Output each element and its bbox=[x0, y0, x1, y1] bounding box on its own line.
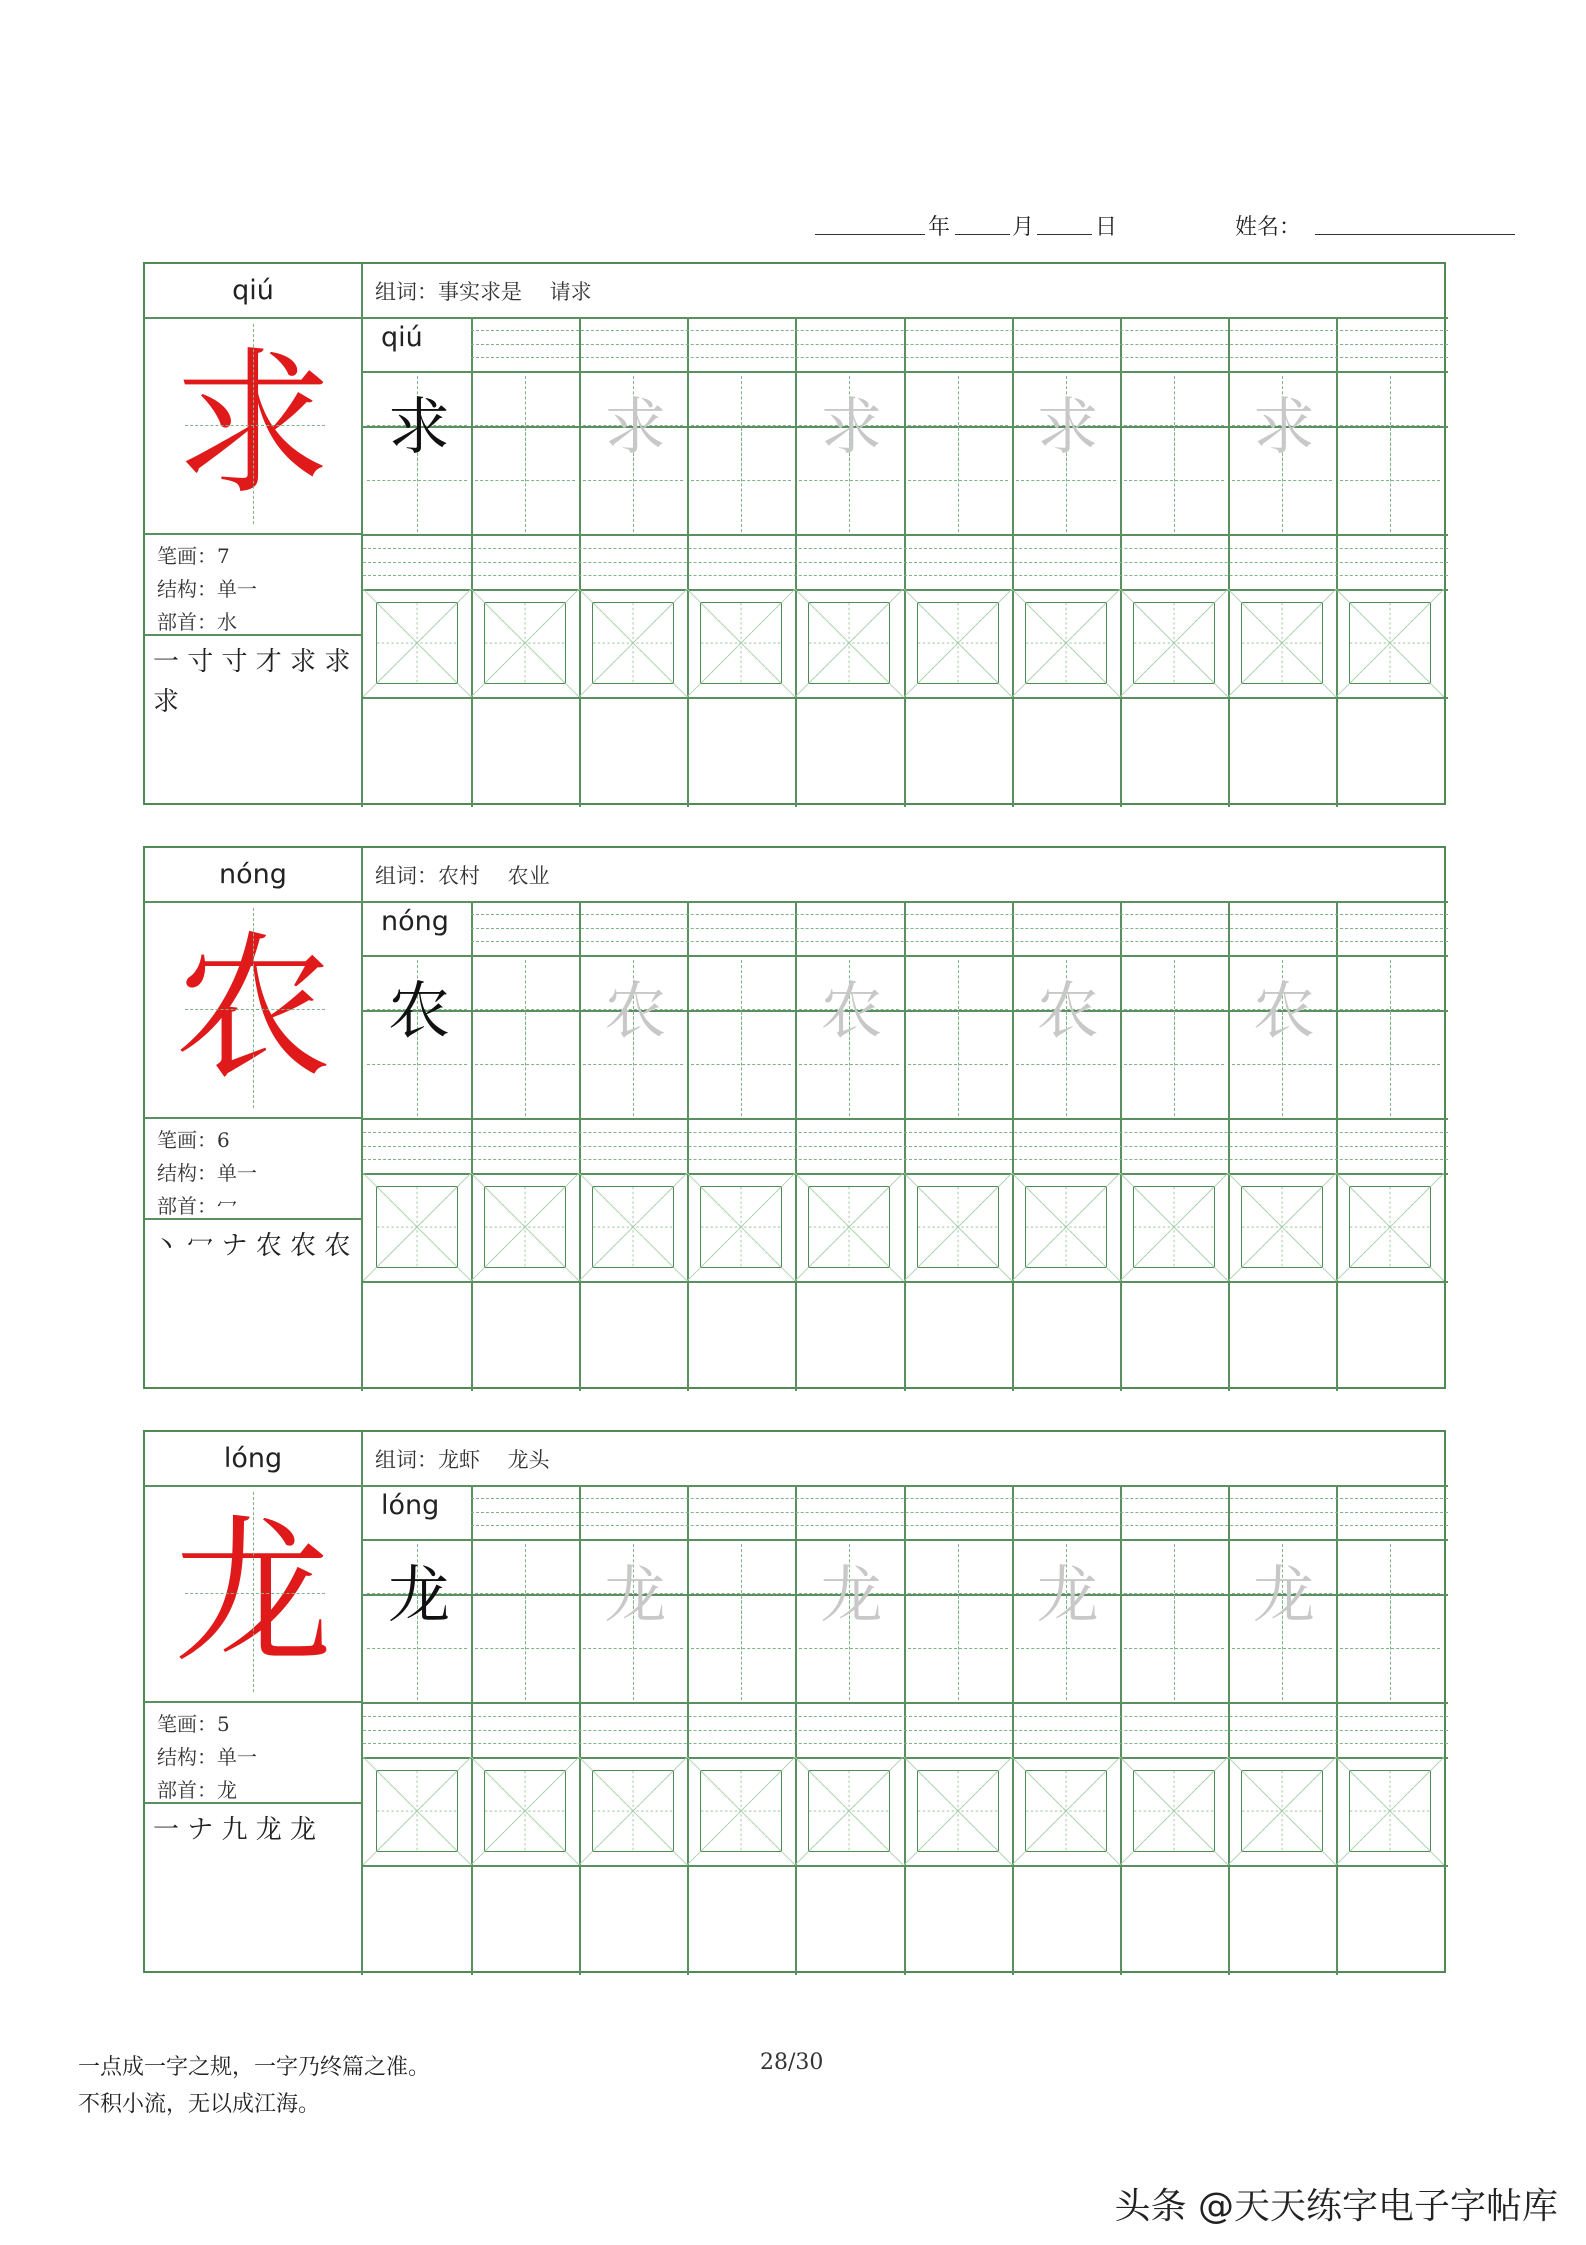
words-value: 农村 农业 bbox=[438, 863, 550, 888]
big-character: 农 bbox=[174, 917, 332, 1101]
pinyin-guide-line bbox=[363, 562, 1448, 563]
trace-character: 龙 bbox=[1036, 1558, 1099, 1631]
watermark: 头条 @天天练字电子字帖库 bbox=[1114, 2186, 1558, 2227]
pinyin-guide-line bbox=[363, 575, 1448, 576]
guide-line bbox=[185, 425, 325, 426]
pinyin-guide-line bbox=[471, 928, 1448, 929]
pinyin-guide-line bbox=[363, 1716, 1448, 1717]
pinyin-guide-line bbox=[471, 357, 1448, 358]
mi-grid-outer bbox=[1012, 1757, 1120, 1865]
pinyin-guide-line bbox=[471, 1525, 1448, 1526]
bigchar-divider bbox=[145, 533, 361, 535]
mi-grid-outer bbox=[579, 1173, 687, 1281]
stroke-count: 笔画：7 bbox=[157, 544, 230, 568]
trace-character: 农 bbox=[604, 974, 667, 1047]
pinyin-cell: lóng bbox=[381, 1490, 440, 1521]
grid-row-line bbox=[363, 1118, 1448, 1120]
grid-row-line bbox=[363, 1865, 1448, 1867]
grid-row-line bbox=[363, 697, 1448, 699]
guide-line bbox=[1174, 428, 1175, 532]
month-label: 月 bbox=[1012, 215, 1035, 240]
guide-line bbox=[185, 1593, 325, 1594]
guide-line bbox=[1390, 1596, 1391, 1700]
pinyin-label: lóng bbox=[223, 1443, 283, 1474]
pinyin-guide-line bbox=[363, 1730, 1448, 1731]
mi-grid-outer bbox=[579, 1757, 687, 1865]
radical-info: 部首：水 bbox=[157, 610, 237, 634]
guide-line bbox=[741, 428, 742, 532]
big-character: 求 bbox=[174, 333, 332, 517]
trace-character: 农 bbox=[820, 974, 883, 1047]
mi-grid-outer bbox=[1120, 1757, 1228, 1865]
guide-line bbox=[525, 1012, 526, 1116]
mi-grid-outer bbox=[795, 1757, 903, 1865]
mi-grid-outer bbox=[363, 1173, 471, 1281]
structure-info: 结构：单一 bbox=[157, 1161, 257, 1185]
pinyin-guide-line bbox=[471, 914, 1448, 915]
pinyin-guide-line bbox=[471, 330, 1448, 331]
stroke-count: 笔画：6 bbox=[157, 1128, 230, 1152]
stroke-order: 丶 冖 ナ 农 农 农 bbox=[153, 1231, 351, 1261]
model-character: 求 bbox=[388, 390, 451, 463]
trace-character: 龙 bbox=[820, 1558, 883, 1631]
mi-grid-outer bbox=[904, 1173, 1012, 1281]
guide-line bbox=[741, 1596, 742, 1700]
pinyin-guide-line bbox=[363, 1132, 1448, 1133]
pinyin-label: nóng bbox=[219, 859, 287, 890]
guide-line bbox=[1174, 1596, 1175, 1700]
name-blank[interactable] bbox=[1315, 210, 1515, 235]
mi-grid-outer bbox=[1120, 1173, 1228, 1281]
model-character: 农 bbox=[388, 974, 451, 1047]
mi-grid-outer bbox=[795, 589, 903, 697]
guide-line bbox=[741, 1012, 742, 1116]
mi-grid-outer bbox=[363, 589, 471, 697]
practice-block bbox=[143, 846, 1446, 1389]
pinyin-guide-line bbox=[363, 1146, 1448, 1147]
mi-grid-outer bbox=[687, 1173, 795, 1281]
footer-quote-1: 一点成一字之规，一字乃终篇之准。 bbox=[78, 2055, 431, 2080]
mi-grid-outer bbox=[579, 589, 687, 697]
guide-line bbox=[958, 1012, 959, 1116]
guide-line bbox=[1174, 1012, 1175, 1116]
mi-grid-outer bbox=[687, 589, 795, 697]
grid-row-line bbox=[363, 1702, 1448, 1704]
mi-grid-outer bbox=[904, 589, 1012, 697]
words-row bbox=[375, 264, 592, 317]
stroke-order: 一 ナ 九 龙 龙 bbox=[153, 1815, 317, 1845]
mi-grid-outer bbox=[471, 1173, 579, 1281]
radical-info: 部首：龙 bbox=[157, 1778, 237, 1802]
footer-quote-2: 不积小流，无以成江海。 bbox=[78, 2092, 321, 2117]
guide-line bbox=[958, 428, 959, 532]
pinyin-label: qiú bbox=[232, 275, 274, 306]
mi-grid-outer bbox=[1228, 589, 1336, 697]
words-label: 组词： bbox=[375, 863, 438, 888]
stroke-count: 笔画：5 bbox=[157, 1712, 230, 1736]
trace-character: 求 bbox=[1036, 390, 1099, 463]
mi-grid-outer bbox=[1012, 589, 1120, 697]
bigchar-divider bbox=[145, 1117, 361, 1119]
mi-grid-outer bbox=[1228, 1757, 1336, 1865]
guide-line bbox=[253, 1492, 254, 1692]
pinyin-guide-line bbox=[471, 1498, 1448, 1499]
mi-grid-outer bbox=[1336, 1757, 1444, 1865]
mi-grid-outer bbox=[795, 1173, 903, 1281]
trace-character: 龙 bbox=[604, 1558, 667, 1631]
guide-line bbox=[253, 324, 254, 524]
name-label: 姓名： bbox=[1235, 215, 1302, 240]
day-blank[interactable] bbox=[1037, 210, 1092, 235]
guide-line bbox=[185, 1009, 325, 1010]
practice-block bbox=[143, 1430, 1446, 1973]
trace-character: 求 bbox=[820, 390, 883, 463]
structure-info: 结构：单一 bbox=[157, 577, 257, 601]
trace-character: 龙 bbox=[1252, 1558, 1315, 1631]
mi-grid-outer bbox=[471, 589, 579, 697]
year-blank[interactable] bbox=[815, 210, 925, 235]
words-row bbox=[375, 848, 550, 901]
pinyin-guide-line bbox=[471, 344, 1448, 345]
pinyin-guide-line bbox=[363, 548, 1448, 549]
pinyin-guide-line bbox=[363, 1743, 1448, 1744]
guide-line bbox=[1390, 1012, 1391, 1116]
mi-grid-outer bbox=[1336, 1173, 1444, 1281]
model-character: 龙 bbox=[388, 1558, 451, 1631]
mi-grid-outer bbox=[904, 1757, 1012, 1865]
guide-line bbox=[525, 1596, 526, 1700]
grid-row-line bbox=[363, 1281, 1448, 1283]
mi-grid-outer bbox=[471, 1757, 579, 1865]
date-name-header bbox=[815, 210, 1515, 244]
mi-grid-outer bbox=[1012, 1173, 1120, 1281]
day-label: 日 bbox=[1095, 215, 1118, 240]
words-label: 组词： bbox=[375, 279, 438, 304]
radical-info: 部首：冖 bbox=[157, 1194, 237, 1218]
guide-line bbox=[1390, 428, 1391, 532]
pinyin-guide-line bbox=[471, 1512, 1448, 1513]
trace-character: 求 bbox=[1252, 390, 1315, 463]
pinyin-guide-line bbox=[471, 941, 1448, 942]
practice-block bbox=[143, 262, 1446, 805]
words-label: 组词： bbox=[375, 1447, 438, 1472]
trace-character: 农 bbox=[1036, 974, 1099, 1047]
structure-info: 结构：单一 bbox=[157, 1745, 257, 1769]
words-value: 事实求是 请求 bbox=[438, 279, 592, 304]
words-row bbox=[375, 1432, 550, 1485]
mi-grid-outer bbox=[363, 1757, 471, 1865]
year-label: 年 bbox=[928, 215, 951, 240]
big-character: 龙 bbox=[174, 1501, 332, 1685]
guide-line bbox=[253, 908, 254, 1108]
pinyin-cell: qiú bbox=[381, 322, 423, 353]
stroke-order: 一 寸 寸 才 求 求 求 bbox=[153, 647, 351, 717]
trace-character: 农 bbox=[1252, 974, 1315, 1047]
month-blank[interactable] bbox=[955, 210, 1010, 235]
words-value: 龙虾 龙头 bbox=[438, 1447, 550, 1472]
mi-grid-outer bbox=[1336, 589, 1444, 697]
trace-character: 求 bbox=[604, 390, 667, 463]
mi-grid-outer bbox=[1228, 1173, 1336, 1281]
pinyin-guide-line bbox=[363, 1159, 1448, 1160]
page-number: 28/30 bbox=[760, 2050, 824, 2075]
bigchar-divider bbox=[145, 1701, 361, 1703]
grid-row-line bbox=[363, 534, 1448, 536]
guide-line bbox=[525, 428, 526, 532]
pinyin-cell: nóng bbox=[381, 906, 449, 937]
mi-grid-outer bbox=[687, 1757, 795, 1865]
mi-grid-outer bbox=[1120, 589, 1228, 697]
guide-line bbox=[958, 1596, 959, 1700]
